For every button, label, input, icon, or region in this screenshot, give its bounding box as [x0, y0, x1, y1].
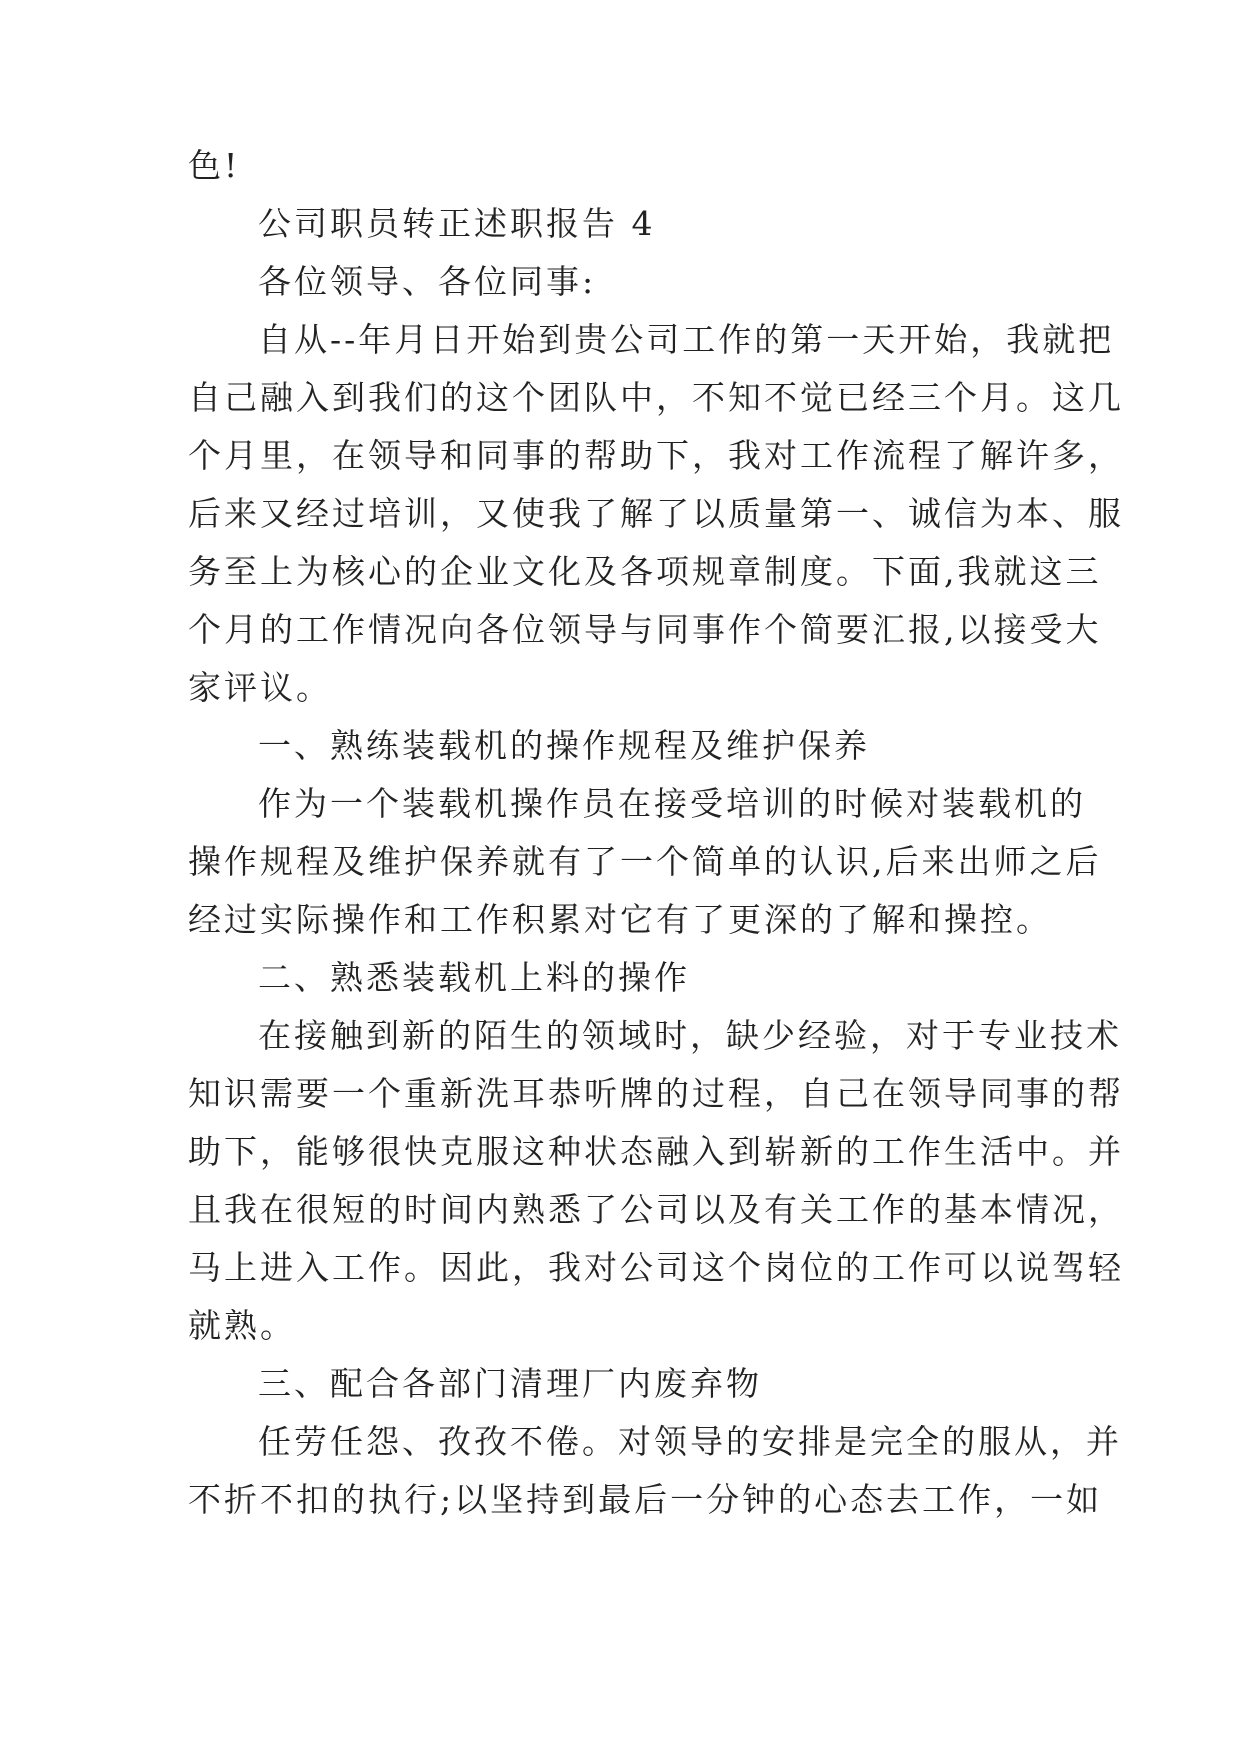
report-title: 公司职员转正述职报告 4 [258, 204, 656, 243]
text-line: 后来又经过培训，又使我了解了以质量第一、诚信为本、服 [188, 494, 1124, 533]
text-line: 在接触到新的陌生的领域时，缺少经验，对于专业技术 [258, 1016, 1122, 1055]
text-line: 不折不扣的执行;以坚持到最后一分钟的心态去工作，一如 [188, 1480, 1103, 1519]
section-heading: 一、熟练装载机的操作规程及维护保养 [258, 726, 870, 765]
text-line: 任劳任怨、孜孜不倦。对领导的安排是完全的服从，并 [258, 1422, 1122, 1461]
text-line: 知识需要一个重新洗耳恭听牌的过程，自己在领导同事的帮 [188, 1074, 1124, 1113]
text-line: 就熟。 [188, 1306, 296, 1345]
text-line: 务至上为核心的企业文化及各项规章制度。下面,我就这三 [188, 552, 1102, 591]
text-line: 操作规程及维护保养就有了一个简单的认识,后来出师之后 [188, 842, 1102, 881]
text-line: 个月的工作情况向各位领导与同事作个简要汇报,以接受大 [188, 610, 1102, 649]
text-line: 作为一个装载机操作员在接受培训的时候对装载机的 [258, 784, 1086, 823]
text-line: 马上进入工作。因此，我对公司这个岗位的工作可以说驾轻 [188, 1248, 1124, 1287]
text-line: 助下，能够很快克服这种状态融入到崭新的工作生活中。并 [188, 1132, 1124, 1171]
salutation: 各位领导、各位同事: [258, 262, 597, 301]
text-line: 个月里，在领导和同事的帮助下，我对工作流程了解许多， [188, 436, 1124, 475]
text-line: 家评议。 [188, 668, 332, 707]
text-line: 且我在很短的时间内熟悉了公司以及有关工作的基本情况， [188, 1190, 1124, 1229]
text-line: 经过实际操作和工作积累对它有了更深的了解和操控。 [188, 900, 1052, 939]
text-line: 自从--年月日开始到贵公司工作的第一天开始，我就把 [258, 320, 1115, 359]
section-heading: 三、配合各部门清理厂内废弃物 [258, 1364, 762, 1403]
text-line: 自己融入到我们的这个团队中，不知不觉已经三个月。这几 [188, 378, 1124, 417]
text-line: 色! [188, 146, 241, 185]
section-heading: 二、熟悉装载机上料的操作 [258, 958, 690, 997]
